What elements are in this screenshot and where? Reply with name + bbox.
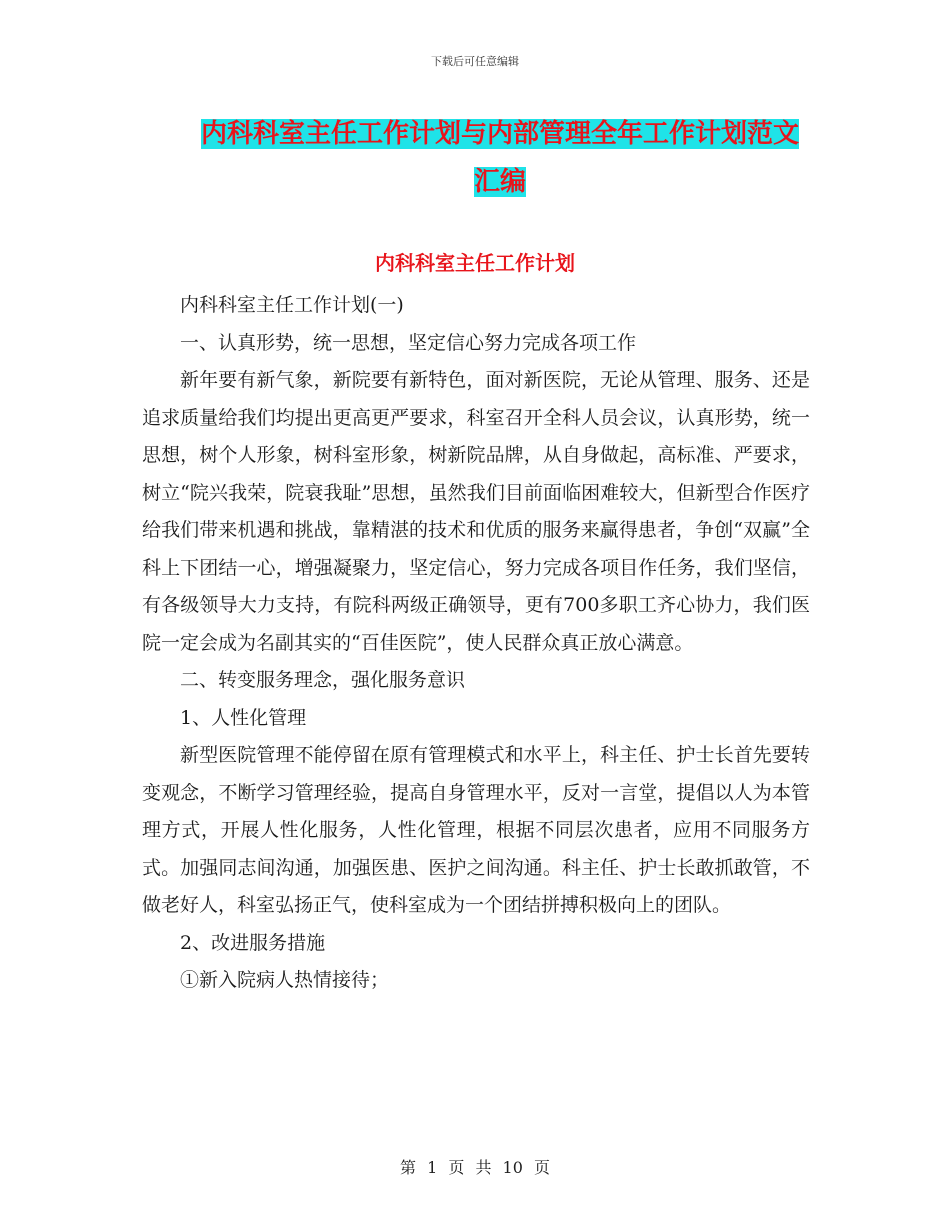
section-heading: 内科科室主任工作计划: [375, 251, 575, 275]
paragraph-new-year: 新年要有新气象，新院要有新特色，面对新医院，无论从管理、服务、还是追求质量给我们均提出更高更严要求，科室召开全科人员会议，认真形势，统一思想，树个人形象，树科室形象，树新院品牌，从自身做起，高标准、严要求，树立“院兴我荣，院衰我耻”思想，虽然我们目前面临困难较大，但新型合作医疗给我们带来机遇和挑战，靠精湛的技术和优质的服务来赢得患者，争创“双赢”全科上下团结一心，增强凝聚力，坚定信心，努力完成各项目作任务，我们坚信，有各级领导大力支持，有院科两级正确领导，更有700多职工齐心协力，我们医院一定会成为名副其实的“百佳医院”，使人民群众真正放心满意。: [142, 369, 810, 654]
heading-one: 一、认真形势，统一思想，坚定信心努力完成各项工作: [180, 331, 637, 354]
list-item-1: ①新入院病人热情接待；: [180, 969, 390, 991]
subheading-service-measures: 2、改进服务措施: [180, 931, 326, 954]
paragraph-management: 新型医院管理不能停留在原有管理模式和水平上，科主任、护士长首先要转变观念，不断学习管理经验，提高自身管理水平，反对一言堂，提倡以人为本管理方式，开展人性化服务，人性化管理，根据不同层次患者，应用不同服务方式。加强同志间沟通，加强医患、医护之间沟通。科主任、护士长敢抓敢管，不做老好人，科室弘扬正气，使科室成为一个团结拼搏积极向上的团队。: [142, 744, 810, 916]
subtitle-paragraph: 内科科室主任工作计划(一): [180, 294, 404, 316]
subheading-humanized-management: 1、人性化管理: [180, 706, 307, 729]
document-title-line2: 汇编: [473, 167, 526, 197]
page-footer: 第 1 页 共 10 页: [400, 1158, 550, 1177]
heading-two: 二、转变服务理念，强化服务意识: [180, 669, 466, 691]
document-title: [150, 110, 850, 206]
body-text: [142, 287, 810, 1000]
page-header-note: 下载后可任意编辑: [431, 55, 519, 68]
document-title-line1: 内科科室主任工作计划与内部管理全年工作计划范文: [200, 119, 799, 149]
